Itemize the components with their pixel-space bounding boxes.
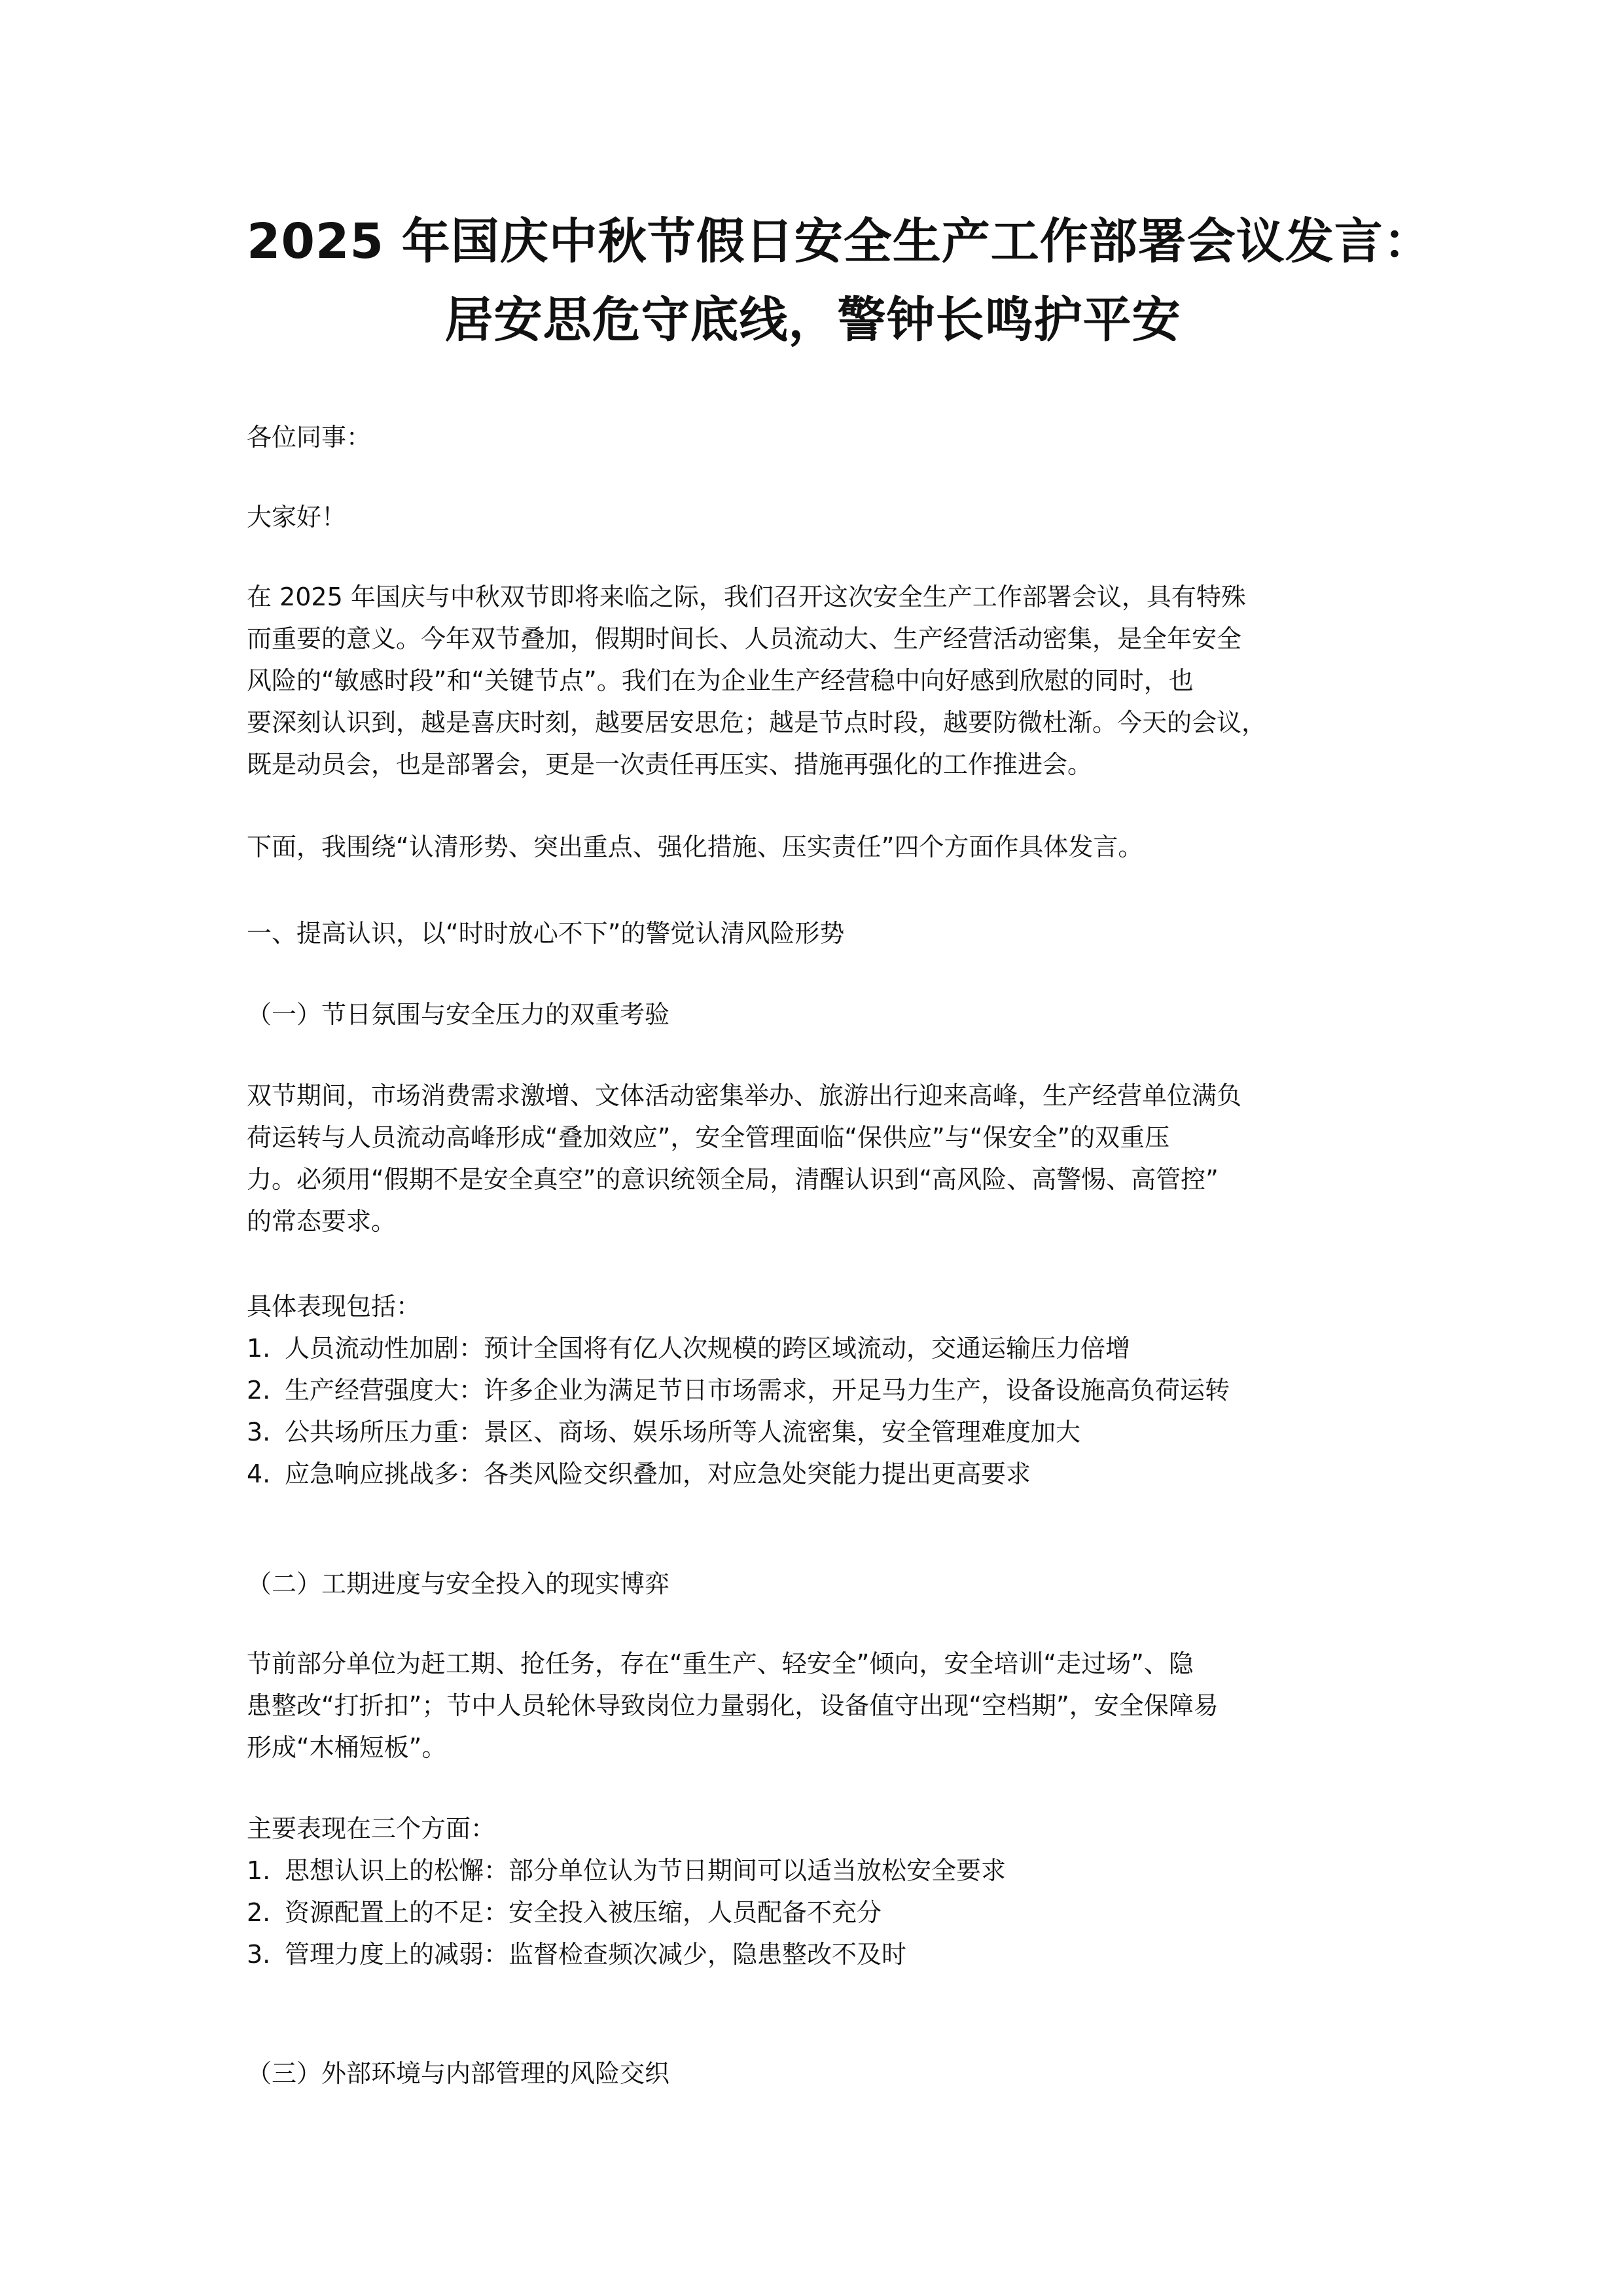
subsection-2-heading: （二）工期进度与安全投入的现实博弈 xyxy=(247,1570,670,1598)
list-number: 4. xyxy=(247,1460,271,1488)
greeting: 各位同事： xyxy=(247,423,372,452)
list-item xyxy=(247,1850,1379,1892)
intro-line: 在 2025 年国庆与中秋双节即将来临之际，我们召开这次安全生产工作部署会议，具有特殊 xyxy=(247,583,1246,611)
list-item xyxy=(247,1453,1379,1495)
list-item xyxy=(247,1411,1379,1453)
subsection-1-paragraph xyxy=(247,1075,1379,1242)
list-2 xyxy=(247,1850,1379,1975)
hello: 大家好！ xyxy=(247,503,347,531)
list-text: 公共场所压力重：景区、商场、娱乐场所等人流密集，安全管理难度加大 xyxy=(285,1418,1081,1446)
subsection-1-heading: （一）节日氛围与安全压力的双重考验 xyxy=(247,1000,670,1029)
list-number: 3. xyxy=(247,1418,271,1446)
subsection-2-paragraph xyxy=(247,1643,1379,1768)
list-text: 资源配置上的不足：安全投入被压缩，人员配备不充分 xyxy=(285,1898,882,1927)
paragraph-line: 力。必须用“假期不是安全真空”的意识统领全局，清醒认识到“高风险、高警惕、高管控” xyxy=(247,1165,1219,1194)
intro-line: 既是动员会，也是部署会，更是一次责任再压实、措施再强化的工作推进会。 xyxy=(247,750,1093,779)
intro-line: 而重要的意义。今年双节叠加，假期时间长、人员流动大、生产经营活动密集，是全年安全 xyxy=(247,624,1242,653)
list-number: 1. xyxy=(247,1856,271,1885)
list-item xyxy=(247,1369,1379,1411)
paragraph-line: 的常态要求。 xyxy=(247,1207,397,1236)
list-item xyxy=(247,1327,1379,1369)
list-text: 生产经营强度大：许多企业为满足节日市场需求，开足马力生产，设备设施高负荷运转 xyxy=(285,1376,1230,1405)
paragraph-line: 患整改“打折扣”；节中人员轮休导致岗位力量弱化，设备值守出现“空档期”，安全保障易 xyxy=(247,1691,1219,1720)
list-text: 思想认识上的松懈：部分单位认为节日期间可以适当放松安全要求 xyxy=(285,1856,1007,1885)
intro-line: 风险的“敏感时段”和“关键节点”。我们在为企业生产经营稳中向好感到欣慰的同时，也 xyxy=(247,666,1194,695)
list-number: 2. xyxy=(247,1898,271,1927)
list-item xyxy=(247,1892,1379,1933)
paragraph-line: 双节期间，市场消费需求激增、文体活动密集举办、旅游出行迎来高峰，生产经营单位满负 xyxy=(247,1081,1242,1110)
list-item xyxy=(247,1933,1379,1975)
section-1-heading: 一、提高认识，以“时时放心不下”的警觉认清风险形势 xyxy=(247,919,845,948)
paragraph-line: 形成“木桶短板”。 xyxy=(247,1733,447,1762)
intro-paragraph xyxy=(247,576,1379,785)
title-line-1: 2025 年国庆中秋节假日安全生产工作部署会议发言： xyxy=(247,213,1433,270)
outline-paragraph: 下面，我围绕“认清形势、突出重点、强化措施、压实责任”四个方面作具体发言。 xyxy=(247,833,1143,861)
list-intro-2: 主要表现在三个方面： xyxy=(247,1814,496,1843)
list-number: 2. xyxy=(247,1376,271,1405)
list-text: 管理力度上的减弱：监督检查频次减少，隐患整改不及时 xyxy=(285,1940,907,1969)
list-number: 3. xyxy=(247,1940,271,1969)
list-text: 人员流动性加剧：预计全国将有亿人次规模的跨区域流动，交通运输压力倍增 xyxy=(285,1334,1131,1363)
title-line-2: 居安思危守底线，警钟长鸣护平安 xyxy=(444,292,1181,348)
list-intro-1: 具体表现包括： xyxy=(247,1292,421,1321)
intro-line: 要深刻认识到，越是喜庆时刻，越要居安思危；越是节点时段，越要防微杜渐。今天的会议， xyxy=(247,708,1267,737)
paragraph-line: 荷运转与人员流动高峰形成“叠加效应”，安全管理面临“保供应”与“保安全”的双重压 xyxy=(247,1123,1170,1152)
list-text: 应急响应挑战多：各类风险交织叠加，对应急处突能力提出更高要求 xyxy=(285,1460,1031,1488)
document-page xyxy=(247,0,1433,2296)
paragraph-line: 节前部分单位为赶工期、抢任务，存在“重生产、轻安全”倾向，安全培训“走过场”、隐 xyxy=(247,1649,1194,1678)
list-number: 1. xyxy=(247,1334,271,1363)
subsection-3-heading: （三）外部环境与内部管理的风险交织 xyxy=(247,2059,670,2088)
list-1 xyxy=(247,1327,1379,1495)
